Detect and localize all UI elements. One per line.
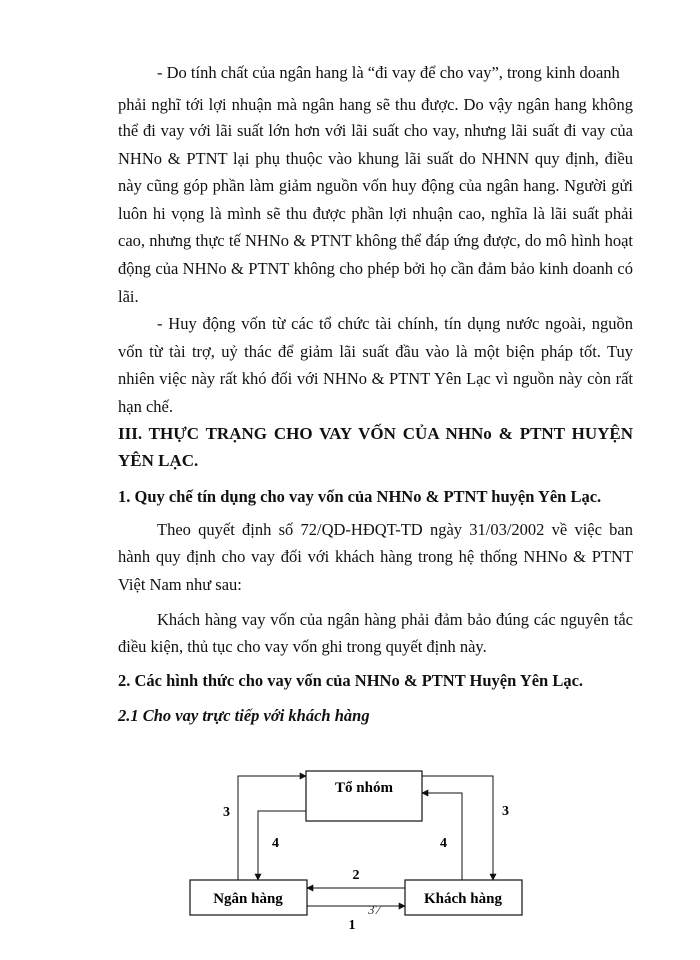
para1-line-4: NHNo & PTNT lại phụ thuộc vào khung lãi suất do NHNN quy định, điều: [118, 149, 633, 168]
subheading-2-1: 2.1 Cho vay trực tiếp với khách hàng: [118, 706, 370, 725]
para1-line-1: - Do tính chất của ngân hang là “đi vay để cho vay”, trong kinh doanh: [157, 63, 620, 82]
subheading-2: 2. Các hình thức cho vay vốn của NHNo & PTNT Huyện Yên Lạc.: [118, 671, 584, 690]
para1-line-7: cao, nhưng thực tế NHNo & PTNT không thể đáp ứng được, do mô hình hoạt: [118, 231, 633, 250]
para3-line-2: hành quy định cho vay đối với khách hàng trong hệ thống NHNo & PTNT: [118, 547, 633, 566]
section-heading-line-2: YÊN LẠC.: [118, 451, 199, 470]
customer-box-label: Khách hàng: [424, 891, 502, 907]
para2-line-3: nhiên việc này rất khó đối với NHNo & PTNT Yên Lạc vì nguồn này còn rất: [118, 369, 633, 388]
arrow-3-right: [422, 776, 493, 880]
para4-line-1: Khách hàng vay vốn của ngân hàng phải đảm bảo đúng các nguyên tắc: [157, 610, 633, 629]
para2-line-1: - Huy động vốn từ các tổ chức tài chính, tín dụng nước ngoài, nguồn: [157, 314, 633, 333]
para1-line-9: lãi.: [118, 287, 139, 306]
label-left-4: 4: [272, 836, 279, 851]
label-mid-2: 2: [352, 868, 360, 883]
label-right-4: 4: [440, 836, 447, 851]
subheading-1: 1. Quy chế tín dụng cho vay vốn của NHNo & PTNT huyện Yên Lạc.: [118, 487, 602, 506]
section-heading-line-1: III. THỰC TRẠNG CHO VAY VỐN CỦA NHNo & PTNT HUYỆN: [118, 424, 633, 443]
arrow-4-left: [258, 811, 306, 880]
label-right-3: 3: [502, 804, 509, 819]
label-mid-1: 1: [348, 918, 356, 933]
para3-line-3: Việt Nam như sau:: [118, 575, 242, 594]
para1-line-6: luôn hi vọng là mình sẽ thu được phần lợi nhuận cao, nghĩa là lãi suất phải: [118, 204, 633, 223]
para1-line-2: phải nghĩ tới lợi nhuận mà ngân hang sẽ thu được. Do vậy ngân hang không: [118, 95, 633, 114]
bank-box-label: Ngân hàng: [213, 891, 283, 907]
para1-line-3: thể đi vay với lãi suất lớn hơn với lãi suất cho vay, nhưng lãi suất đi vay của: [118, 121, 633, 140]
para3-line-1: Theo quyết định số 72/QD-HĐQT-TD ngày 31/03/2002 về việc ban: [157, 520, 633, 539]
para2-line-2: vốn từ tài trợ, uỷ thác để giảm lãi suất đầu vào là một biện pháp tốt. Tuy: [118, 342, 633, 361]
para4-line-2: điều kiện, thủ tục cho vay vốn ghi trong quyết định này.: [118, 637, 487, 656]
para1-line-8: động của NHNo & PTNT không cho phép bởi họ cần đảm bảo kinh doanh có: [118, 259, 633, 278]
label-left-3: 3: [223, 805, 230, 820]
para2-line-4: hạn chế.: [118, 397, 173, 416]
group-box-label: Tổ nhóm: [335, 780, 393, 796]
group-box: [306, 771, 422, 821]
para1-line-5: này cũng góp phần làm giảm nguồn vốn huy động của ngân hang. Người gửi: [118, 176, 633, 195]
page-number: 37: [368, 902, 381, 917]
arrow-3-left: [238, 776, 306, 880]
